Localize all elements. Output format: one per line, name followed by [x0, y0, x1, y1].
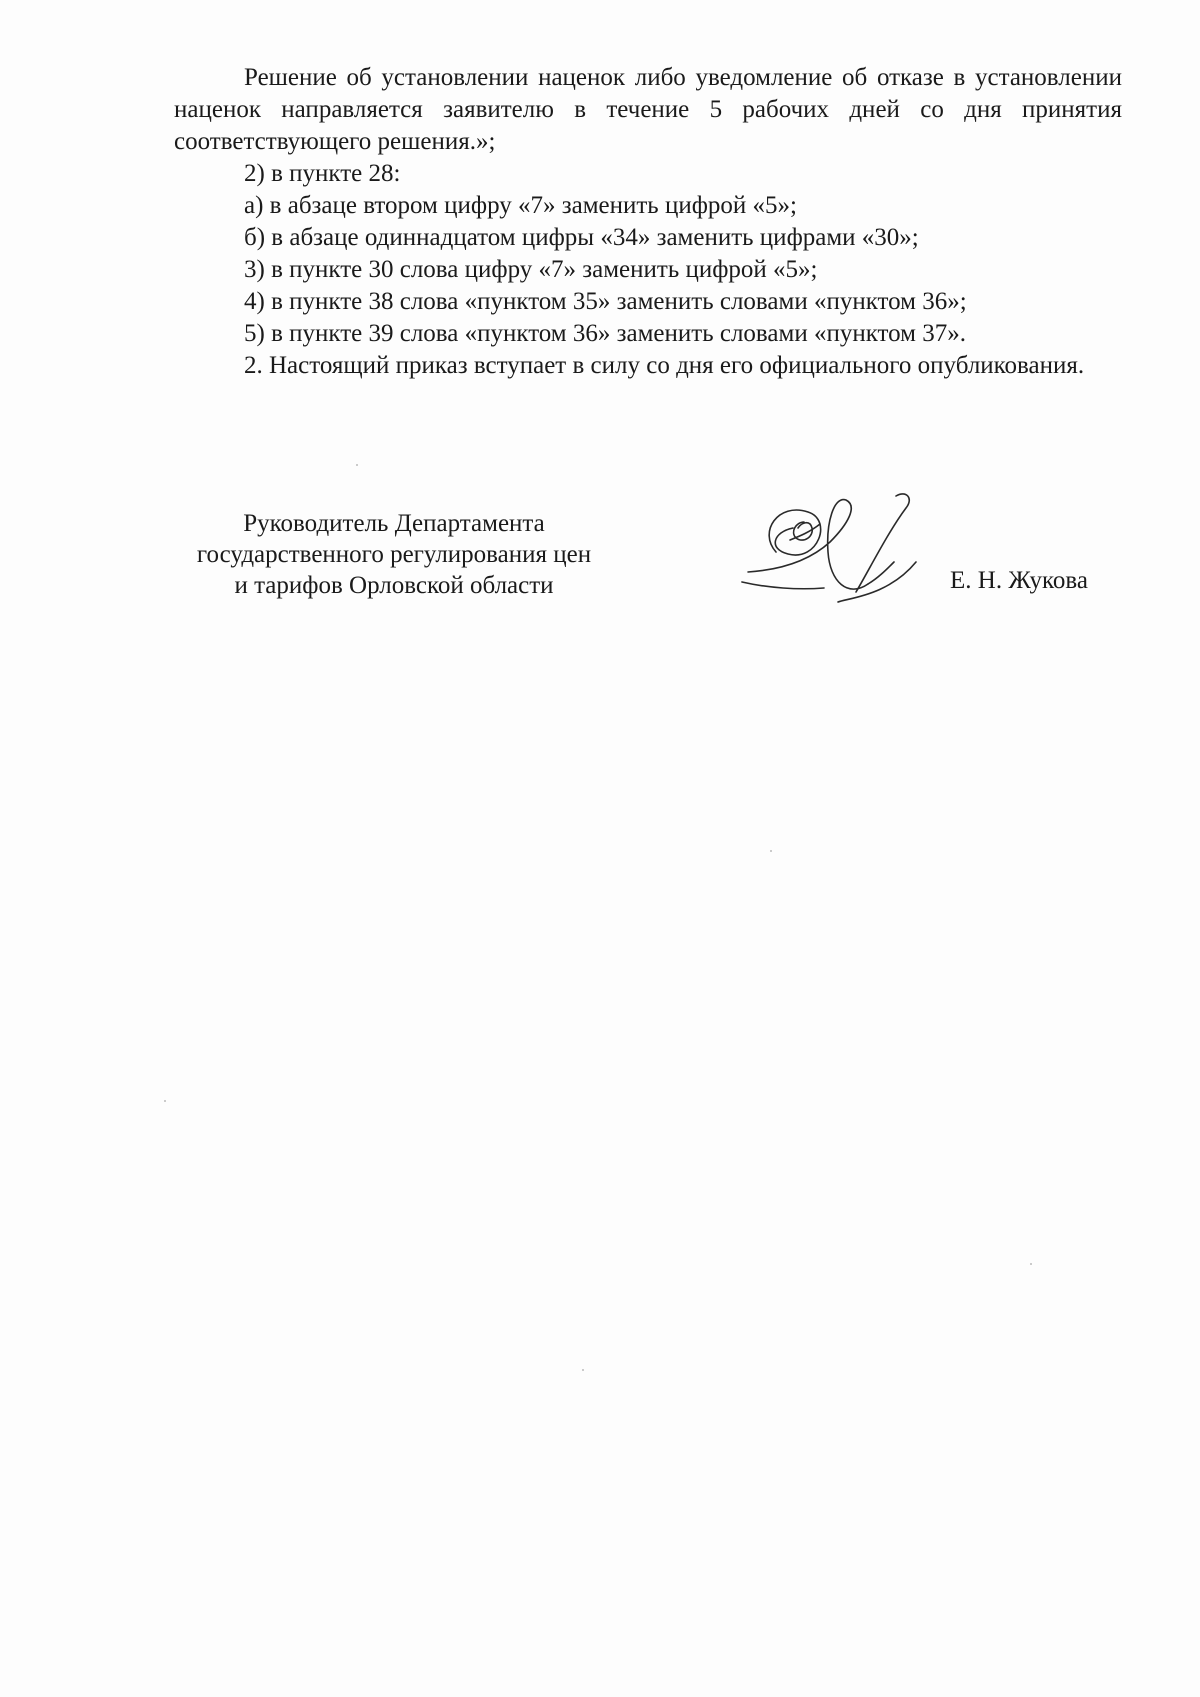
position-line: Руководитель Департамента: [243, 510, 545, 537]
paragraph-item-5: 5) в пункте 39 слова «пунктом 36» заменить словами «пунктом 37».: [244, 320, 966, 347]
paragraph-item-3: 3) в пункте 30 слова цифру «7» заменить цифрой «5»;: [244, 256, 818, 283]
position-line: государственного регулирования цен: [196, 541, 592, 568]
scan-speck: [770, 850, 772, 852]
paragraph-item-2a: а) в абзаце втором цифру «7» заменить цифрой «5»;: [244, 192, 797, 219]
signer-name: Е. Н. Жукова: [950, 567, 1088, 594]
paragraph-item-4: 4) в пункте 38 слова «пунктом 35» заменить словами «пунктом 36»;: [244, 288, 967, 315]
paragraph-decision-notice: Решение об установлении наценок либо уведомление об отказе в установлении наценок направляется заявителю в течение 5 рабочих дней со дня принятия соответствующего решения.»;: [174, 64, 1122, 155]
scan-speck: [164, 1100, 166, 1102]
position-line: и тарифов Орловской области: [234, 572, 554, 599]
paragraph-effective-date: 2. Настоящий приказ вступает в силу со дня его официального опубликования.: [244, 352, 1085, 379]
handwritten-signature: [738, 492, 938, 612]
scan-speck: [356, 464, 358, 466]
paragraph-item-2: 2) в пункте 28:: [244, 160, 401, 187]
paragraph-item-2b: б) в абзаце одиннадцатом цифры «34» заменить цифрами «30»;: [244, 224, 919, 251]
scan-speck: [1030, 1263, 1032, 1265]
document-body: [174, 62, 1122, 382]
signatory-position: [174, 508, 614, 601]
scan-speck: [582, 1369, 584, 1371]
